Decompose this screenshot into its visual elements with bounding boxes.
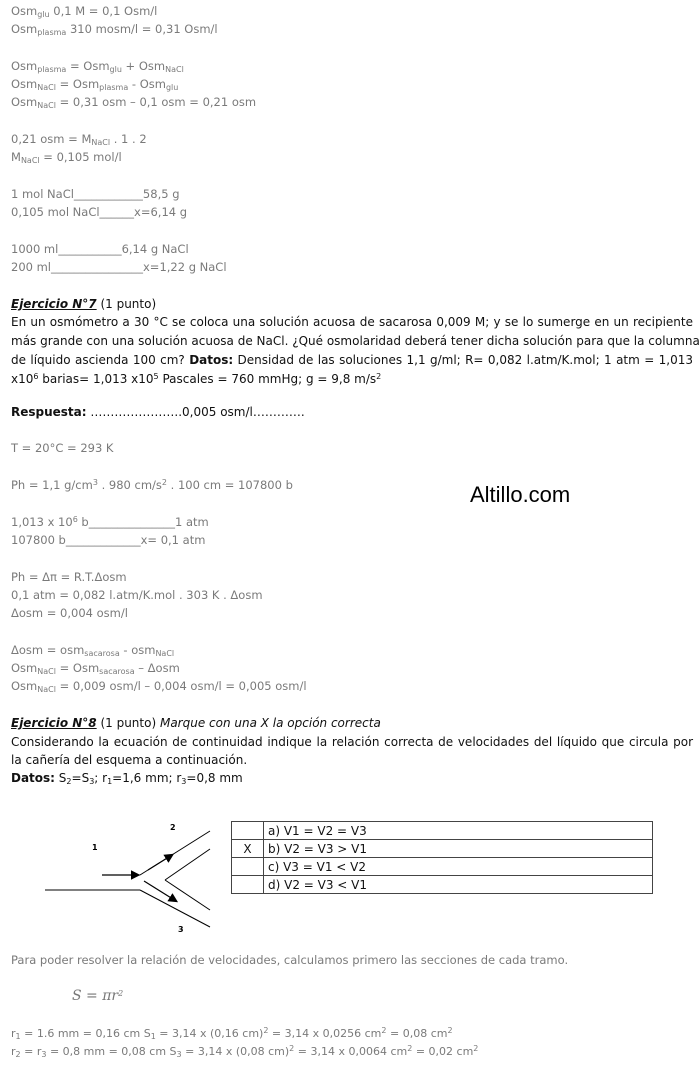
option-mark[interactable] [232,858,264,876]
option-row-d[interactable] [232,876,653,894]
calc-line: 0,21 osm = MNaCl . 1 . 2 [11,132,147,147]
option-row-b[interactable] [232,840,653,858]
calc-line: OsmNaCl = Osmplasma - Osmglu [11,77,179,92]
option-mark[interactable]: X [232,840,264,858]
diagram-label-3: 3 [178,925,184,934]
calc-line: Δosm = 0,004 osm/l [11,606,128,620]
flow-arrow-branch-2 [148,855,172,870]
calc-line: T = 20°C = 293 K [11,441,114,455]
exercise-8-heading: Ejercicio N°8 (1 punto) Marque con una X la opción correcta [11,716,381,730]
pipe-wall-branch-3 [140,890,210,927]
exercise-7-text: de líquido ascienda 100 cm? Datos: Densidad de las soluciones 1,1 g/ml; R= 0,082 l.atm/K.mol; 1 atm = 1,013 [11,353,693,367]
calc-line: 0,1 atm = 0,082 l.atm/K.mol . 303 K . Δosm [11,588,263,602]
calc-line: OsmNaCl = 0,31 osm – 0,1 osm = 0,21 osm [11,95,257,110]
option-mark[interactable] [232,822,264,840]
exercise-7-text: $x10^6$ barias= 1,013 $x10^5$ Pascales = 760 mmHg; g = 9,8 $m/s^2$ [11,372,382,386]
pipe-wall-branch-2-inner [165,849,210,880]
calc-line: Δosm = osmsacarosa - osmNaCl [11,643,175,658]
exercise-7-answer: Respuesta: …………………..0,005 osm/l…………. [11,405,305,419]
calc-line: OsmNaCl = Osmsacarosa – Δosm [11,661,180,676]
exercise-8-data: Datos: S2=S3; r1=1,6 mm; r3=0,8 mm [11,771,243,786]
option-text: b) V2 = V3 > V1 [264,840,653,858]
diagram-label-2: 2 [170,823,176,832]
watermark: Altillo.com [470,482,571,507]
pipe-wall-branch-3-inner [165,880,210,910]
exercise-7-text: más grande con una solución acuosa de NaCl. ¿Qué osmolaridad deberá tener dicha solución para que la columna [11,334,700,348]
calc-line: OsmNaCl = 0,009 osm/l – 0,004 osm/l = 0,005 osm/l [11,679,307,694]
calc-line: Osmglu 0,1 M = 0,1 Osm/l [11,4,158,19]
calc-line: Ph = 1,1 $g/cm^3$ . 980 $cm/s^2$ . 100 cm = 107800 b [11,478,293,492]
pipe-diagram [40,815,220,935]
calc-line: 200 ml________________x=1,22 g NaCl [11,260,227,274]
calc-line: 1 mol NaCl____________58,5 g [11,187,180,201]
calc-line: r2 = r3 = 0,8 mm = 0,08 cm S3 = 3,14 x (0,08 cm)$^2$ = 3,14 x 0,0064 $cm^2 = 0,02$ $cm^2$ [11,1044,479,1059]
option-text: a) V1 = V2 = V3 [264,822,653,840]
exercise-8-text: Considerando la ecuación de continuidad indique la relación correcta de velocidades del líquido que circula por [11,735,693,749]
options-table [231,821,653,894]
calc-line: MNaCl = 0,105 mol/l [11,150,122,165]
calc-line: Osmplasma = Osmglu + OsmNaCl [11,59,184,74]
calc-line: 1000 ml___________6,14 g NaCl [11,242,189,256]
diagram-label-1: 1 [92,843,98,852]
calc-line: Ph = Δπ = R.T.Δosm [11,570,127,584]
option-mark[interactable] [232,876,264,894]
calc-line: Osmplasma 310 mosm/l = 0,31 Osm/l [11,22,218,37]
exercise-7-text: En un osmómetro a 30 °C se coloca una solución acuosa de sacarosa 0,009 M; y se lo sumerge en un recipiente [11,315,693,329]
exercise-8-text: la cañería del esquema a continuación. [11,753,248,767]
calc-line: 0,105 mol NaCl______x=6,14 g [11,205,188,219]
option-row-c[interactable] [232,858,653,876]
calc-line: 107800 b_____________x= 0,1 atm [11,533,206,547]
calc-line: r1 = 1.6 mm = 0,16 cm S1 = 3,14 x (0,16 cm)$^2$ = 3,14 x 0,0256 $cm^2 = 0,08$ $cm^2$ [11,1026,453,1041]
exercise-7-heading: Ejercicio N°7 (1 punto) [11,297,157,311]
option-row-a[interactable] [232,822,653,840]
calc-line: 1,013 x $10^6$ b_______________1 atm [11,515,209,529]
area-formula: $S = \pi r^2$ [72,988,124,1004]
calc-intro: Para poder resolver la relación de velocidades, calculamos primero las secciones de cada tramo. [11,953,569,967]
option-text: d) V2 = V3 < V1 [264,876,653,894]
option-text: c) V3 = V1 < V2 [264,858,653,876]
